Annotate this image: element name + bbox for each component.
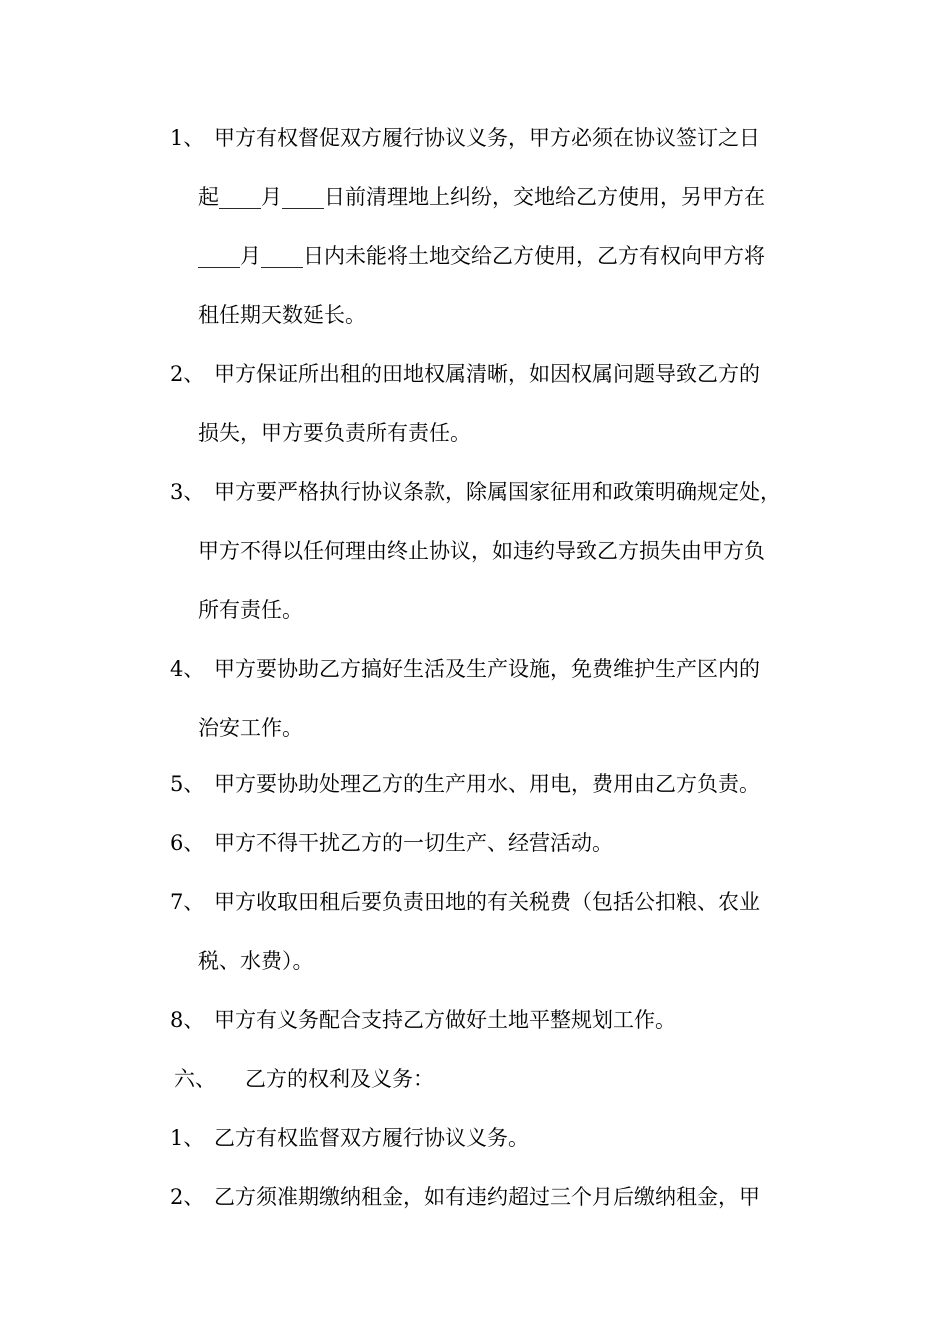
- item-text-line: 税、水费）。: [198, 949, 314, 973]
- section-title: 乙方的权利及义务：: [245, 1067, 434, 1091]
- item-number: 2、: [170, 362, 205, 386]
- item-text-line: 甲方要协助处理乙方的生产用水、用电，费用由乙方负责。: [214, 772, 760, 796]
- item-number: 3、: [170, 480, 205, 504]
- item-text-line: 损失，甲方要负责所有责任。: [198, 421, 471, 445]
- item-number: 5、: [170, 772, 205, 796]
- item-number: 8、: [170, 1008, 205, 1032]
- item-number: 1、: [170, 1126, 205, 1150]
- item-number: 4、: [170, 657, 205, 681]
- item-text-line: 乙方须准期缴纳租金，如有违约超过三个月后缴纳租金，甲: [214, 1185, 760, 1209]
- item-text-line: 起____月____日前清理地上纠纷，交地给乙方使用，另甲方在: [198, 185, 765, 209]
- item-text-line: 甲方不得干扰乙方的一切生产、经营活动。: [214, 831, 613, 855]
- item-text-line: 甲方不得以任何理由终止协议，如违约导致乙方损失由甲方负: [198, 539, 765, 563]
- item-text-line: 甲方要严格执行协议条款，除属国家征用和政策明确规定处，: [214, 480, 781, 504]
- item-text-line: 所有责任。: [198, 598, 303, 622]
- item-text-line: 治安工作。: [198, 716, 303, 740]
- item-text-line: 甲方有义务配合支持乙方做好土地平整规划工作。: [214, 1008, 676, 1032]
- item-text-line: 甲方保证所出租的田地权属清晰，如因权属问题导致乙方的: [214, 362, 760, 386]
- item-text-line: 租任期天数延长。: [198, 303, 366, 327]
- item-text-line: 甲方要协助乙方搞好生活及生产设施，免费维护生产区内的: [214, 657, 760, 681]
- section-number: 六、: [174, 1067, 216, 1091]
- item-text-line: 乙方有权监督双方履行协议义务。: [214, 1126, 529, 1150]
- item-number: 6、: [170, 831, 205, 855]
- item-text-line: ____月____日内未能将土地交给乙方使用，乙方有权向甲方将: [198, 244, 765, 268]
- item-text-line: 甲方收取田租后要负责田地的有关税费（包括公扣粮、农业: [214, 890, 760, 914]
- item-number: 1、: [170, 126, 205, 150]
- item-text-line: 甲方有权督促双方履行协议义务，甲方必须在协议签订之日: [214, 126, 760, 150]
- item-number: 7、: [170, 890, 205, 914]
- item-number: 2、: [170, 1185, 205, 1209]
